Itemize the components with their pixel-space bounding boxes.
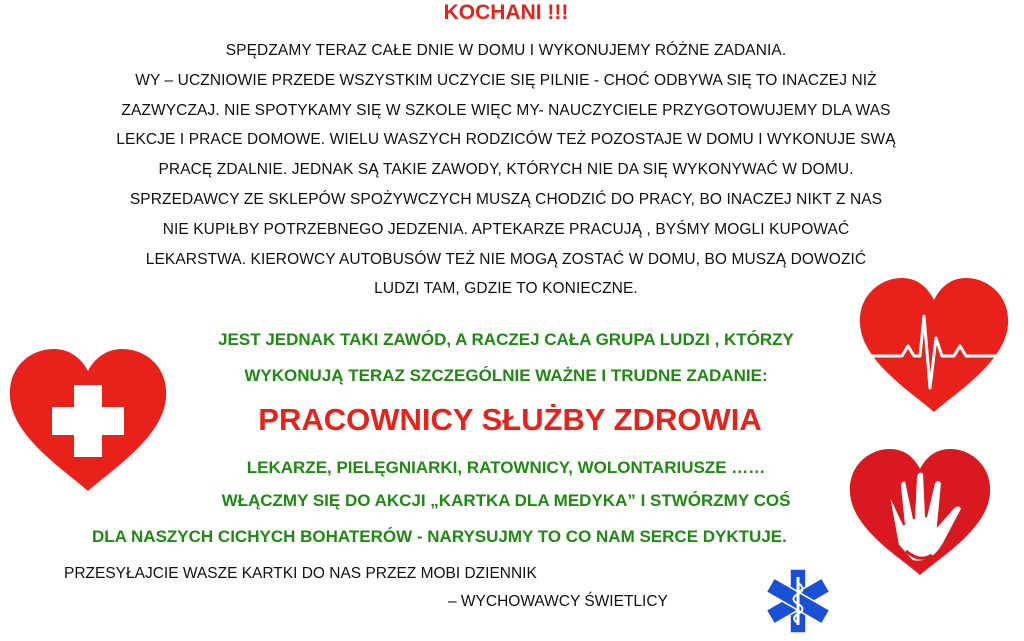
intro-paragraph bbox=[40, 36, 972, 304]
heart-cross-icon bbox=[6, 345, 170, 493]
closing-line: PRZESYŁAJCIE WASZE KARTKI DO NAS PRZEZ MOBI DZIENNIK bbox=[64, 565, 537, 582]
paragraph-line: LUDZI TAM, GDZIE TO KONIECZNE. bbox=[374, 280, 638, 298]
green-line-1: JEST JEDNAK TAKI ZAWÓD, A RACZEJ CAŁA GRUPA LUDZI , KTÓRZY bbox=[218, 330, 794, 349]
page-title: KOCHANI !!! bbox=[443, 1, 569, 24]
paragraph-line: NIE KUPIŁBY POTRZEBNEGO JEDZENIA. APTEKARZE PRACUJĄ , BYŚMY MOGLI KUPOWAĆ bbox=[162, 220, 850, 238]
paragraph-line: PRACĘ ZDALNIE. JEDNAK SĄ TAKIE ZAWODY, KTÓRYCH NIE DA SIĘ WYKONYWAĆ W DOMU. bbox=[158, 161, 854, 179]
green-line-4: WŁĄCZMY SIĘ DO AKCJI „KARTKA DLA MEDYKA” I STWÓRZMY COŚ bbox=[221, 491, 791, 510]
headline: PRACOWNICY SŁUŻBY ZDROWIA bbox=[258, 402, 762, 437]
green-line-3: LEKARZE, PIELĘGNIARKI, RATOWNICY, WOLONTARIUSZE …… bbox=[246, 458, 766, 477]
paragraph-line: LEKCJE I PRACE DOMOWE. WIELU WASZYCH RODZICÓW TEŻ POZOSTAJE W DOMU I WYKONUJE SWĄ bbox=[116, 131, 896, 149]
signature: – WYCHOWAWCY ŚWIETLICY bbox=[448, 593, 668, 610]
paragraph-line: WY – UCZNIOWIE PRZEDE WSZYSTKIM UCZYCIE SIĘ PILNIE - CHOĆ ODBYWA SIĘ TO INACZEJ NIŻ bbox=[135, 71, 877, 89]
heart-hand-icon bbox=[848, 447, 994, 579]
green-line-2: WYKONUJĄ TERAZ SZCZEGÓLNIE WAŻNE I TRUDNE ZADANIE: bbox=[244, 366, 768, 385]
heart-ekg-icon bbox=[858, 276, 1010, 414]
green-line-5: DLA NASZYCH CICHYCH BOHATERÓW - NARYSUJMY TO CO NAM SERCE DYKTUJE. bbox=[92, 527, 787, 546]
paragraph-line: SPRZEDAWCY ZE SKLEPÓW SPOŻYWCZYCH MUSZĄ CHODZIĆ DO PRACY, BO INACZEJ NIKT Z NAS bbox=[129, 190, 883, 208]
paragraph-line: LEKARSTWA. KIEROWCY AUTOBUSÓW TEŻ NIE MOGĄ ZOSTAĆ W DOMU, BO MUSZĄ DOWOZIĆ bbox=[145, 250, 867, 268]
paragraph-line: ZAZWYCZAJ. NIE SPOTYKAMY SIĘ W SZKOLE WIĘC MY- NAUCZYCIELE PRZYGOTOWUJEMY DLA WAS bbox=[121, 101, 891, 119]
star-of-life-icon bbox=[764, 567, 832, 635]
paragraph-line: SPĘDZAMY TERAZ CAŁE DNIE W DOMU I WYKONUJEMY RÓŻNE ZADANIA. bbox=[225, 42, 787, 59]
